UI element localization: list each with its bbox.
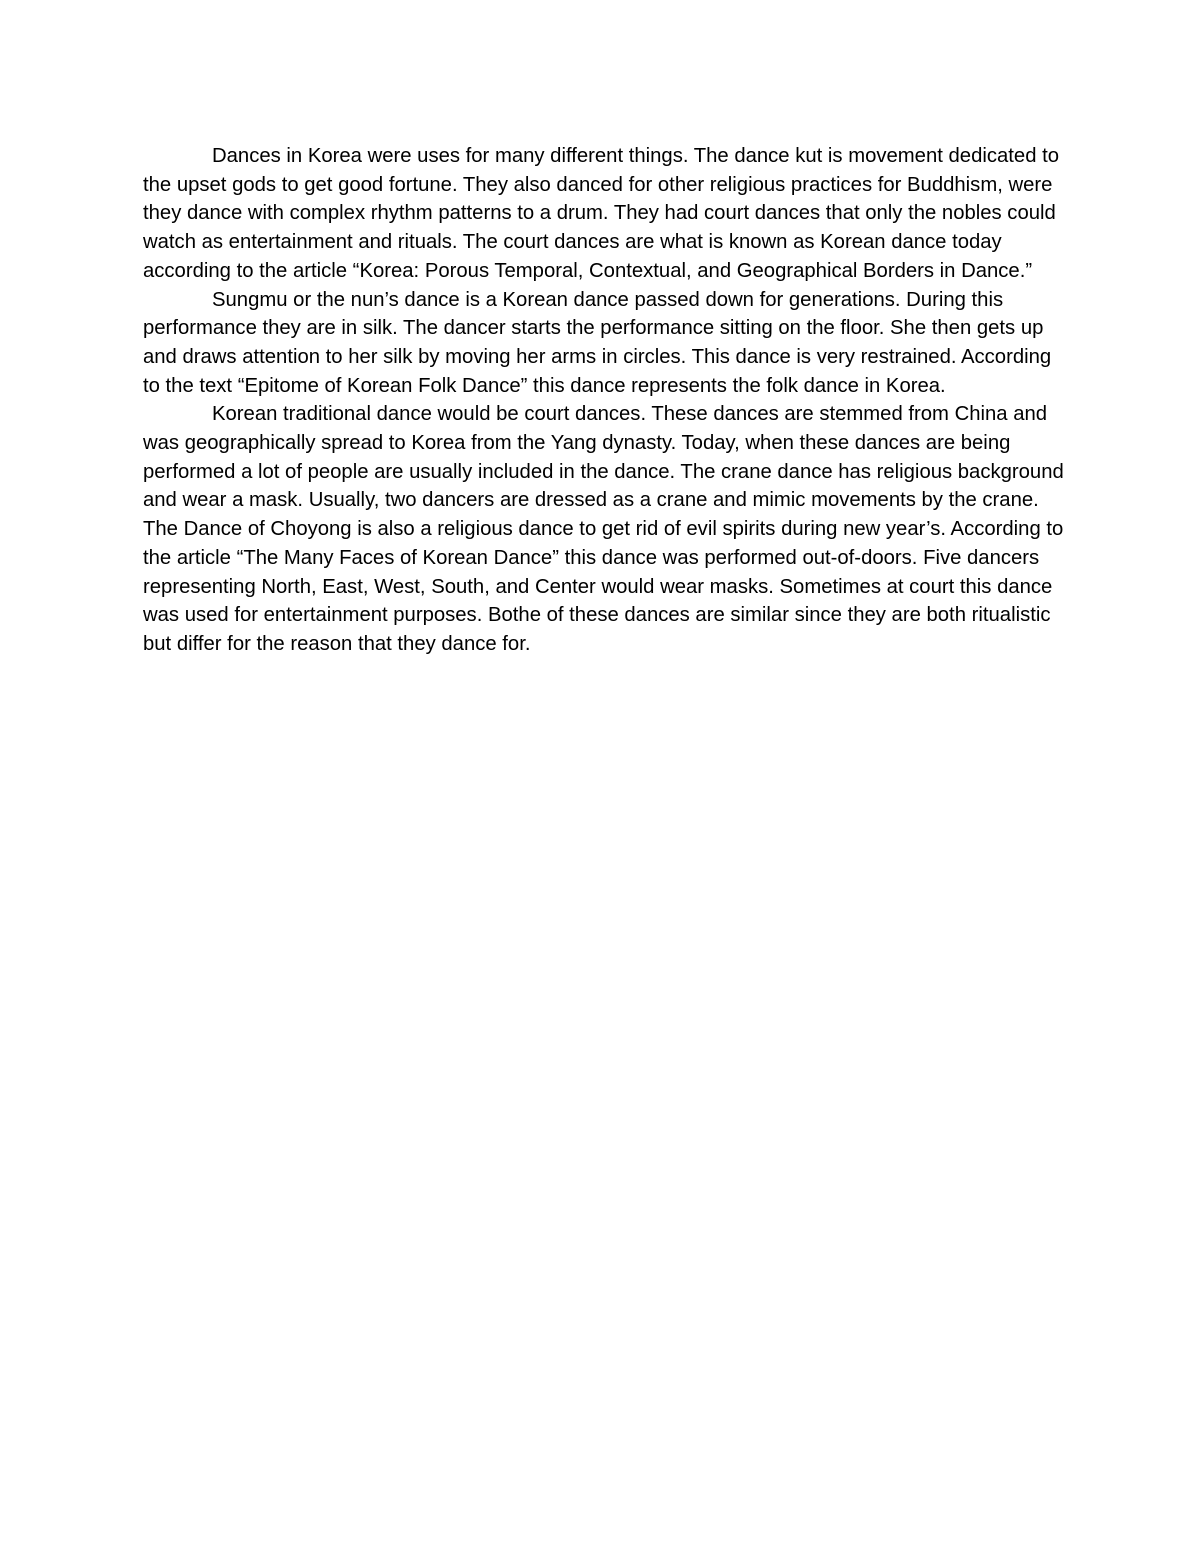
paragraph-korean-dance-uses: Dances in Korea were uses for many different things. The dance kut is movement dedicated to the upset gods to get good fortune. They also danced for other religious practices for Buddhism, were they dance with complex rhythm patterns to a drum. They had court dances that only the nobles could watch as entertainment and rituals. The court dances are what is known as Korean dance today according to the article “Korea: Porous Temporal, Contextual, and Geographical Borders in Dance.”	[143, 145, 1060, 282]
document-body	[143, 142, 1068, 659]
paragraph-sungmu: Sungmu or the nun’s dance is a Korean dance passed down for generations. During this performance they are in silk. The dancer starts the performance sitting on the floor. She then gets up and draws attention to her silk by moving her arms in circles. This dance is very restrained. According to the text “Epitome of Korean Folk Dance” this dance represents the folk dance in Korea.	[143, 288, 1052, 397]
paragraph-court-dances: Korean traditional dance would be court dances. These dances are stemmed from China and was geographically spread to Korea from the Yang dynasty. Today, when these dances are being performed a lot of people are usually included in the dance. The crane dance has religious background and wear a mask. Usually, two dancers are dressed as a crane and mimic movements by the crane. The Dance of Choyong is also a religious dance to get rid of evil spirits during new year’s. According to the article “The Many Faces of Korean Dance” this dance was performed out-of-doors. Five dancers representing North, East, West, South, and Center would wear masks. Sometimes at court this dance was used for entertainment purposes. Bothe of these dances are similar since they are both ritualistic but differ for the reason that they dance for.	[143, 403, 1064, 655]
